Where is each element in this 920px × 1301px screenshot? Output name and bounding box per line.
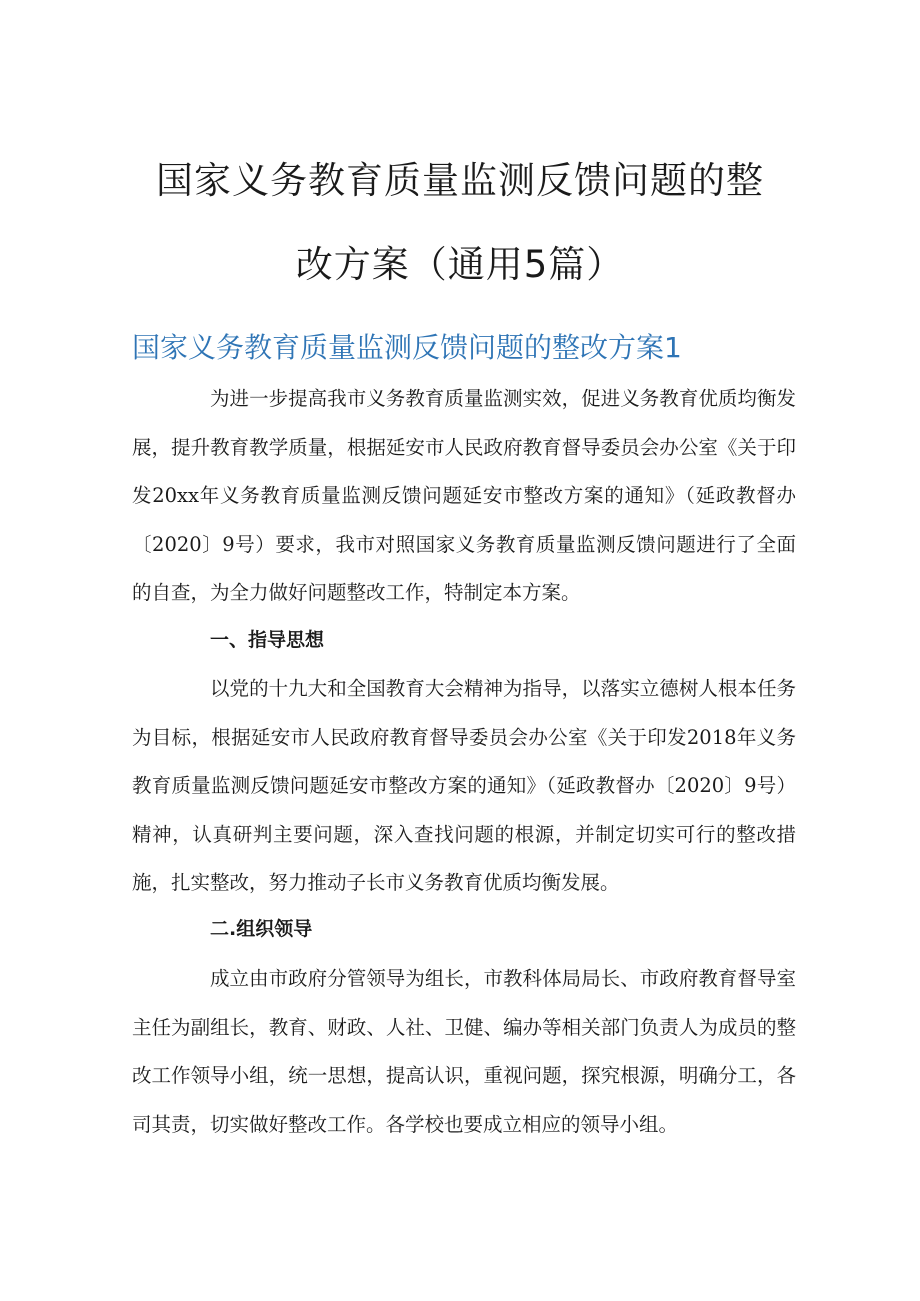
subheading-guiding-ideology: 一、指导思想 [210, 629, 325, 651]
paragraph-guiding-ideology: 以党的十九大和全国教育大会精神为指导，以落实立德树人根本任务为目标，根据延安市人民政府教育督导委员会办公室《关于印发2018年义务教育质量监测反馈问题延安市整改方案的通知》（延政教督办〔2020〕9号）精神，认真研判主要问题，深入查找问题的根源，并制定切实可行的整改措施，扎实整改，努力推动子长市义务教育优质均衡发展。 [132, 677, 796, 895]
paragraph-organization: 成立由市政府分管领导为组长，市教科体局局长、市政府教育督导室主任为副组长，教育、财政、人社、卫健、编办等相关部门负责人为成员的整改工作领导小组，统一思想，提高认识，重视问题，探究根源，明确分工，各司其责，切实做好整改工作。各学校也要成立相应的领导小组。 [132, 967, 796, 1136]
document-title-line-1: 国家义务教育质量监测反馈问题的整 [156, 159, 764, 202]
section-heading: 国家义务教育质量监测反馈问题的整改方案1 [132, 331, 682, 364]
document-title-line-2: 改方案（通用5篇） [295, 243, 625, 286]
intro-paragraph: 为进一步提高我市义务教育质量监测实效，促进义务教育优质均衡发展，提升教育教学质量，根据延安市人民政府教育督导委员会办公室《关于印发20xx年义务教育质量监测反馈问题延安市整改方案的通知》（延政教督办〔2020〕9号）要求，我市对照国家义务教育质量监测反馈问题进行了全面的自查，为全力做好问题整改工作，特制定本方案。 [132, 387, 796, 605]
subheading-organization: 二.组织领导 [210, 918, 313, 940]
